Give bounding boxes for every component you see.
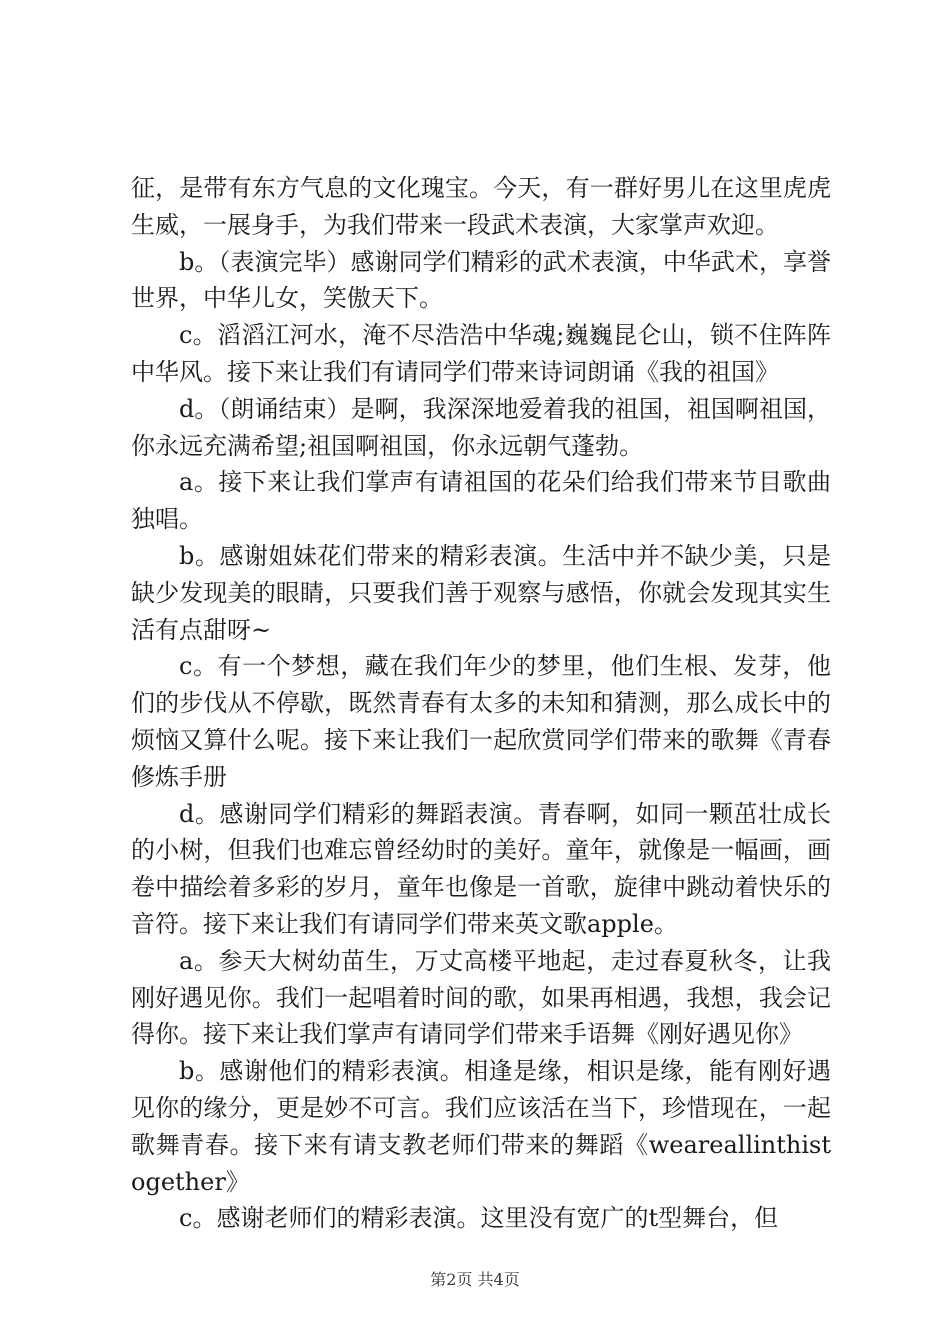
paragraph-11: c。感谢老师们的精彩表演。这里没有宽广的t型舞台，但 [179, 1204, 779, 1233]
paragraph-1: 征，是带有东方气息的文化瑰宝。今天，有一群好男儿在这里虎虎生威，一展身手，为我们带来一段武术表演，大家掌声欢迎。 [131, 174, 831, 239]
paragraph-3: c。滔滔江河水，淹不尽浩浩中华魂;巍巍昆仑山，锁不住阵阵中华风。接下来让我们有请同学们带来诗词朗诵《我的祖国》 [131, 321, 831, 386]
paragraph-8: d。感谢同学们精彩的舞蹈表演。青春啊，如同一颗茁壮成长的小树，但我们也难忘曾经幼时的美好。童年，就像是一幅画，画卷中描绘着多彩的岁月，童年也像是一首歌，旋律中跳动着快乐的音符。接下来让我们有请同学们带来英文歌apple。 [131, 799, 831, 938]
paragraph-7: c。有一个梦想，藏在我们年少的梦里，他们生根、发芽，他们的步伐从不停歇，既然青春有太多的未知和猜测，那么成长中的烦恼又算什么呢。接下来让我们一起欣赏同学们带来的歌舞《青春修炼手册 [131, 652, 831, 791]
body-text [131, 170, 831, 1237]
paragraph-2: b。（表演完毕）感谢同学们精彩的武术表演，中华武术，享誉世界，中华儿女，笑傲天下。 [131, 247, 831, 313]
paragraph-9: a。参天大树幼苗生，万丈高楼平地起，走过春夏秋冬，让我刚好遇见你。我们一起唱着时间的歌，如果再相遇，我想，我会记得你。接下来让我们掌声有请同学们带来手语舞《刚好遇见你》 [131, 946, 831, 1049]
page-footer: 第2页 共4页 [430, 1270, 520, 1289]
paragraph-5: a。接下来让我们掌声有请祖国的花朵们给我们带来节目歌曲独唱。 [131, 468, 831, 534]
paragraph-10: b。感谢他们的精彩表演。相逢是缘，相识是缘，能有刚好遇见你的缘分，更是妙不可言。我们应该活在当下，珍惜现在，一起歌舞青春。接下来有请支教老师们带来的舞蹈《weareallinthistogether》 [131, 1057, 831, 1196]
paragraph-6: b。感谢姐妹花们带来的精彩表演。生活中并不缺少美，只是缺少发现美的眼睛，只要我们善于观察与感悟，你就会发现其实生活有点甜呀~ [131, 541, 831, 644]
paragraph-4: d。（朗诵结束）是啊，我深深地爱着我的祖国，祖国啊祖国，你永远充满希望;祖国啊祖国，你永远朝气蓬勃。 [131, 394, 831, 460]
